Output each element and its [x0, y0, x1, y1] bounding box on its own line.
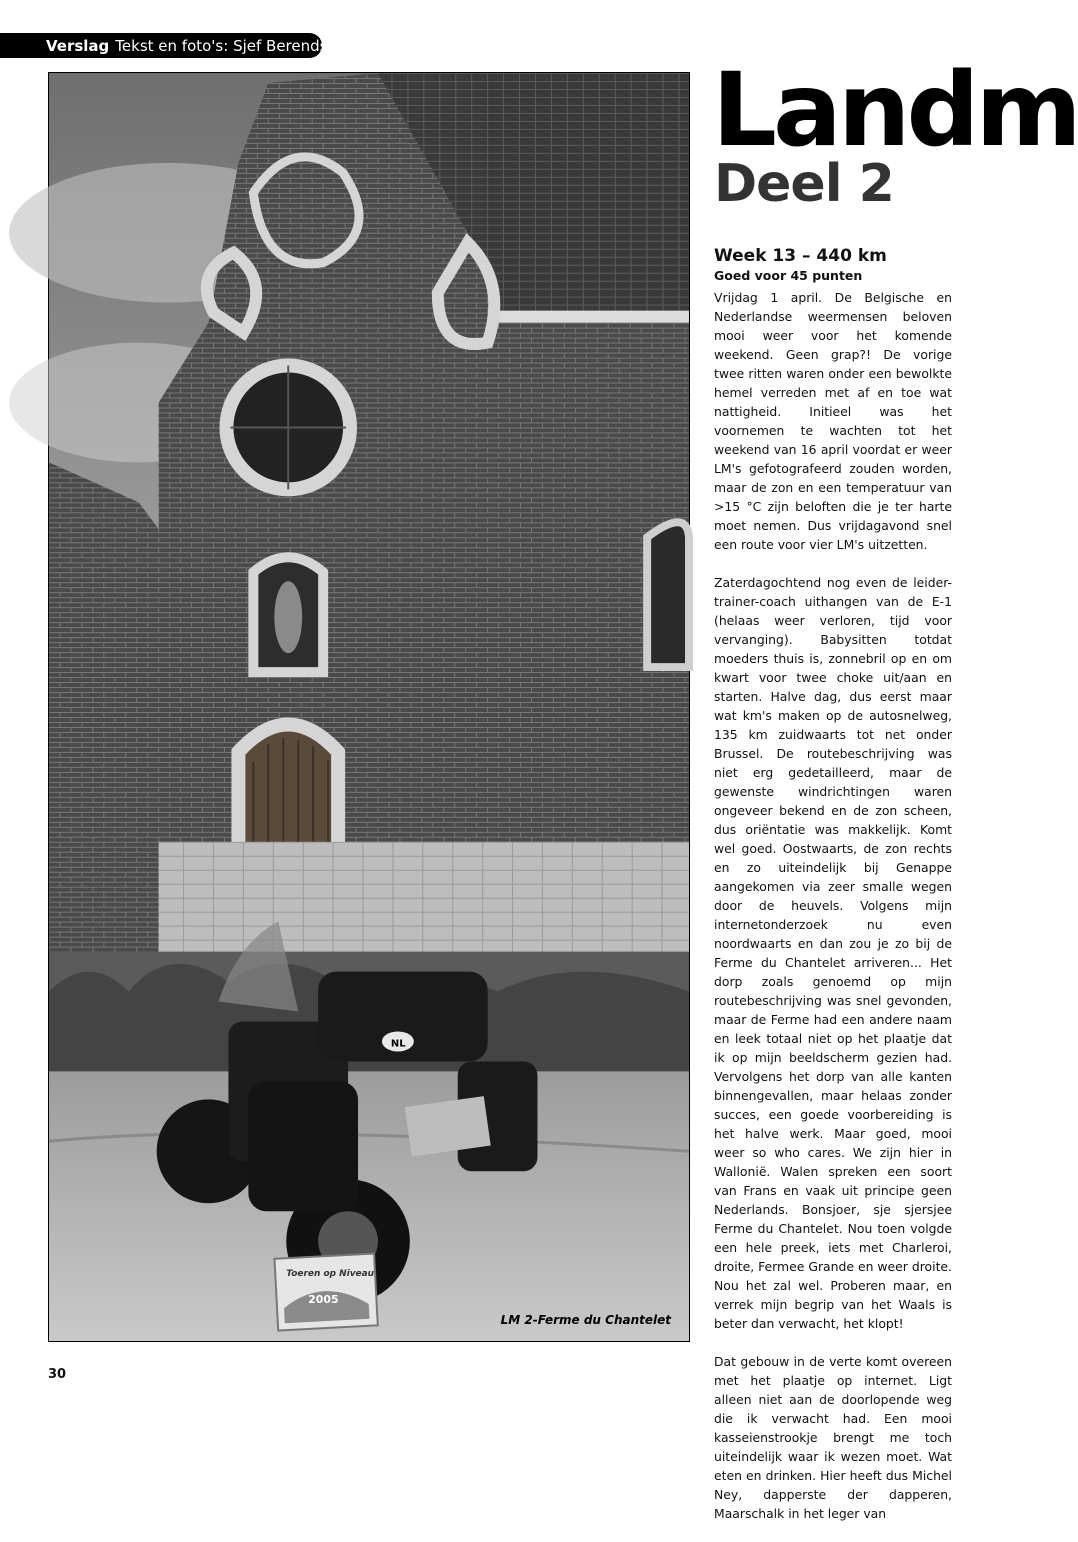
paragraph-1: Vrijdag 1 april. De Belgische en Nederlandse weermensen beloven mooi weer voor het komende weekend. Geen grap?! De vorige twee ritten waren onder een bewolkte hemel verreden met af en toe wat nattigheid. Initieel was het voornemen te wachten tot het weekend van 16 april voordat er weer LM's gefotografeerd zouden worden, maar de zon en een temperatuur van >15 °C zijn beloften die je ter harte moet nemen. Dus vrijdagavond snel een route voor vier LM's uitzetten.	[714, 289, 952, 552]
page-number: 30	[48, 1367, 67, 1382]
article-title: Landm	[712, 51, 1078, 170]
article-photo	[48, 72, 690, 1342]
paragraph-3: Dat gebouw in de verte komt overeen met het plaatje op internet. Ligt alleen niet aan de doorlopende weg die ik verwacht had. Een mooi kasseienstrookje brengt me toch uiteindelijk waar ik wezen moet. Wat eten en drinken. Hier heeft dus Michel Ney, dapperste der dapperen, Maarschalk in het leger van	[714, 1353, 952, 1521]
paragraph-2: Zaterdagochtend nog even de leider-trainer-coach uithangen van de E-1 (helaas weer verloren, tijd voor vervanging). Babysitten totdat moeders thuis is, zonnebril op en om kwart voor twee choke uit/aan en starten. Halve dag, dus eerst maar wat km's maken op de autosnelweg, 135 km zuidwaarts tot net onder Brussel. De routebeschrijving was niet erg gedetailleerd, maar de gewenste windrichtingen waren ongeveer bekend en de zon scheen, dus oriëntatie was makkelijk. Komt wel goed. Oostwaarts, de zon rechts en zo uiteindelijk bij Genappe aangekomen via zeer smalle wegen door de heuvels. Volgens mijn internetonderzoek nu even noordwaarts en dan zou je zo bij de Ferme du Chantelet arriveren... Het dorp zoals genoemd op mijn routebeschrijving was snel gevonden, maar de Ferme had een andere naam en leek totaal niet op het plaatje dat ik op mijn beeldscherm gezien had. Vervolgens het dorp van alle kanten binnengevallen, maar helaas zonder succes, een goede voorbereiding is het halve werk. Maar goed, mooi weer so who cares. We zijn hier in Wallonië. Walen spreken een soort van Frans en vaak uit principe geen Nederlands. Bonsjoer, sje sjersjee Ferme du Chantelet. Nou toen volgde een hele preek, iets met Charleroi, droite, Fermee Grande en weer droite. Nou het zal wel. Proberen maar, en verrek mijn begrip van het Waals is beter dan verwacht, het klopt!	[714, 574, 952, 1331]
sign-year: 2005	[308, 1293, 339, 1307]
article-body	[714, 246, 952, 1542]
section-header	[0, 33, 347, 58]
section-kicker: Verslag	[46, 36, 110, 55]
author-credit: Tekst en foto's: Sjef Berendsen	[115, 36, 347, 55]
article-subtitle: Deel 2	[714, 154, 894, 214]
sign-text: Toeren op Niveau	[286, 1269, 375, 1280]
article-heading: Week 13 – 440 km	[714, 246, 887, 266]
nl-sticker-text: NL	[390, 1038, 406, 1050]
article-subheading: Goed voor 45 punten	[714, 268, 863, 284]
photo-illustration	[49, 73, 689, 1341]
photo-caption: LM 2-Ferme du Chantelet	[500, 1313, 671, 1327]
